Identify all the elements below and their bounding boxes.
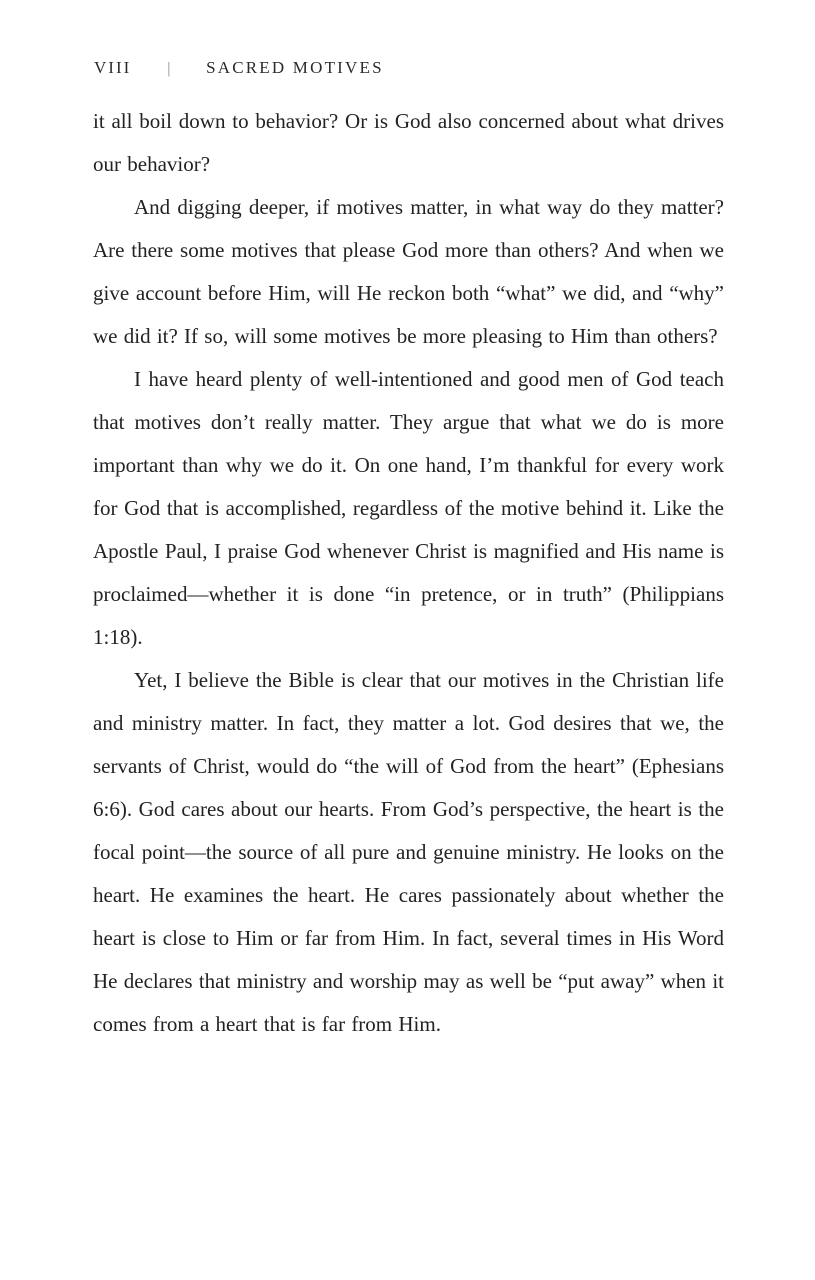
paragraph: And digging deeper, if motives matter, in what way do they matter? Are there some motives that please God more than others? And when we give account before Him, will He reckon both “what” we did, and “why” we did it? If so, will some motives be more pleasing to Him than others?: [93, 195, 724, 348]
body-text: [93, 100, 724, 1046]
paragraph: I have heard plenty of well-intentioned and good men of God teach that motives don’t really matter. They argue that what we do is more important than why we do it. On one hand, I’m thankful for every work for God that is accomplished, regardless of the motive behind it. Like the Apostle Paul, I praise God whenever Christ is magnified and His name is proclaimed—whether it is done “in pretence, or in truth” (Philippians 1:18).: [93, 367, 724, 649]
page-header: [94, 58, 723, 78]
paragraph-continuation: it all boil down to behavior? Or is God also concerned about what drives our behavior?: [93, 109, 724, 176]
paragraph: Yet, I believe the Bible is clear that our motives in the Christian life and ministry matter. In fact, they matter a lot. God desires that we, the servants of Christ, would do “the will of God from the heart” (Ephesians 6:6). God cares about our hearts. From God’s perspective, the heart is the focal point—the source of all pure and genuine ministry. He looks on the heart. He examines the heart. He cares passionately about whether the heart is close to Him or far from Him. In fact, several times in His Word He declares that ministry and worship may as well be “put away” when it comes from a heart that is far from Him.: [93, 668, 724, 1036]
page-number: VIII: [94, 58, 132, 77]
running-title: SACRED MOTIVES: [206, 58, 384, 77]
header-separator: |: [167, 60, 173, 77]
